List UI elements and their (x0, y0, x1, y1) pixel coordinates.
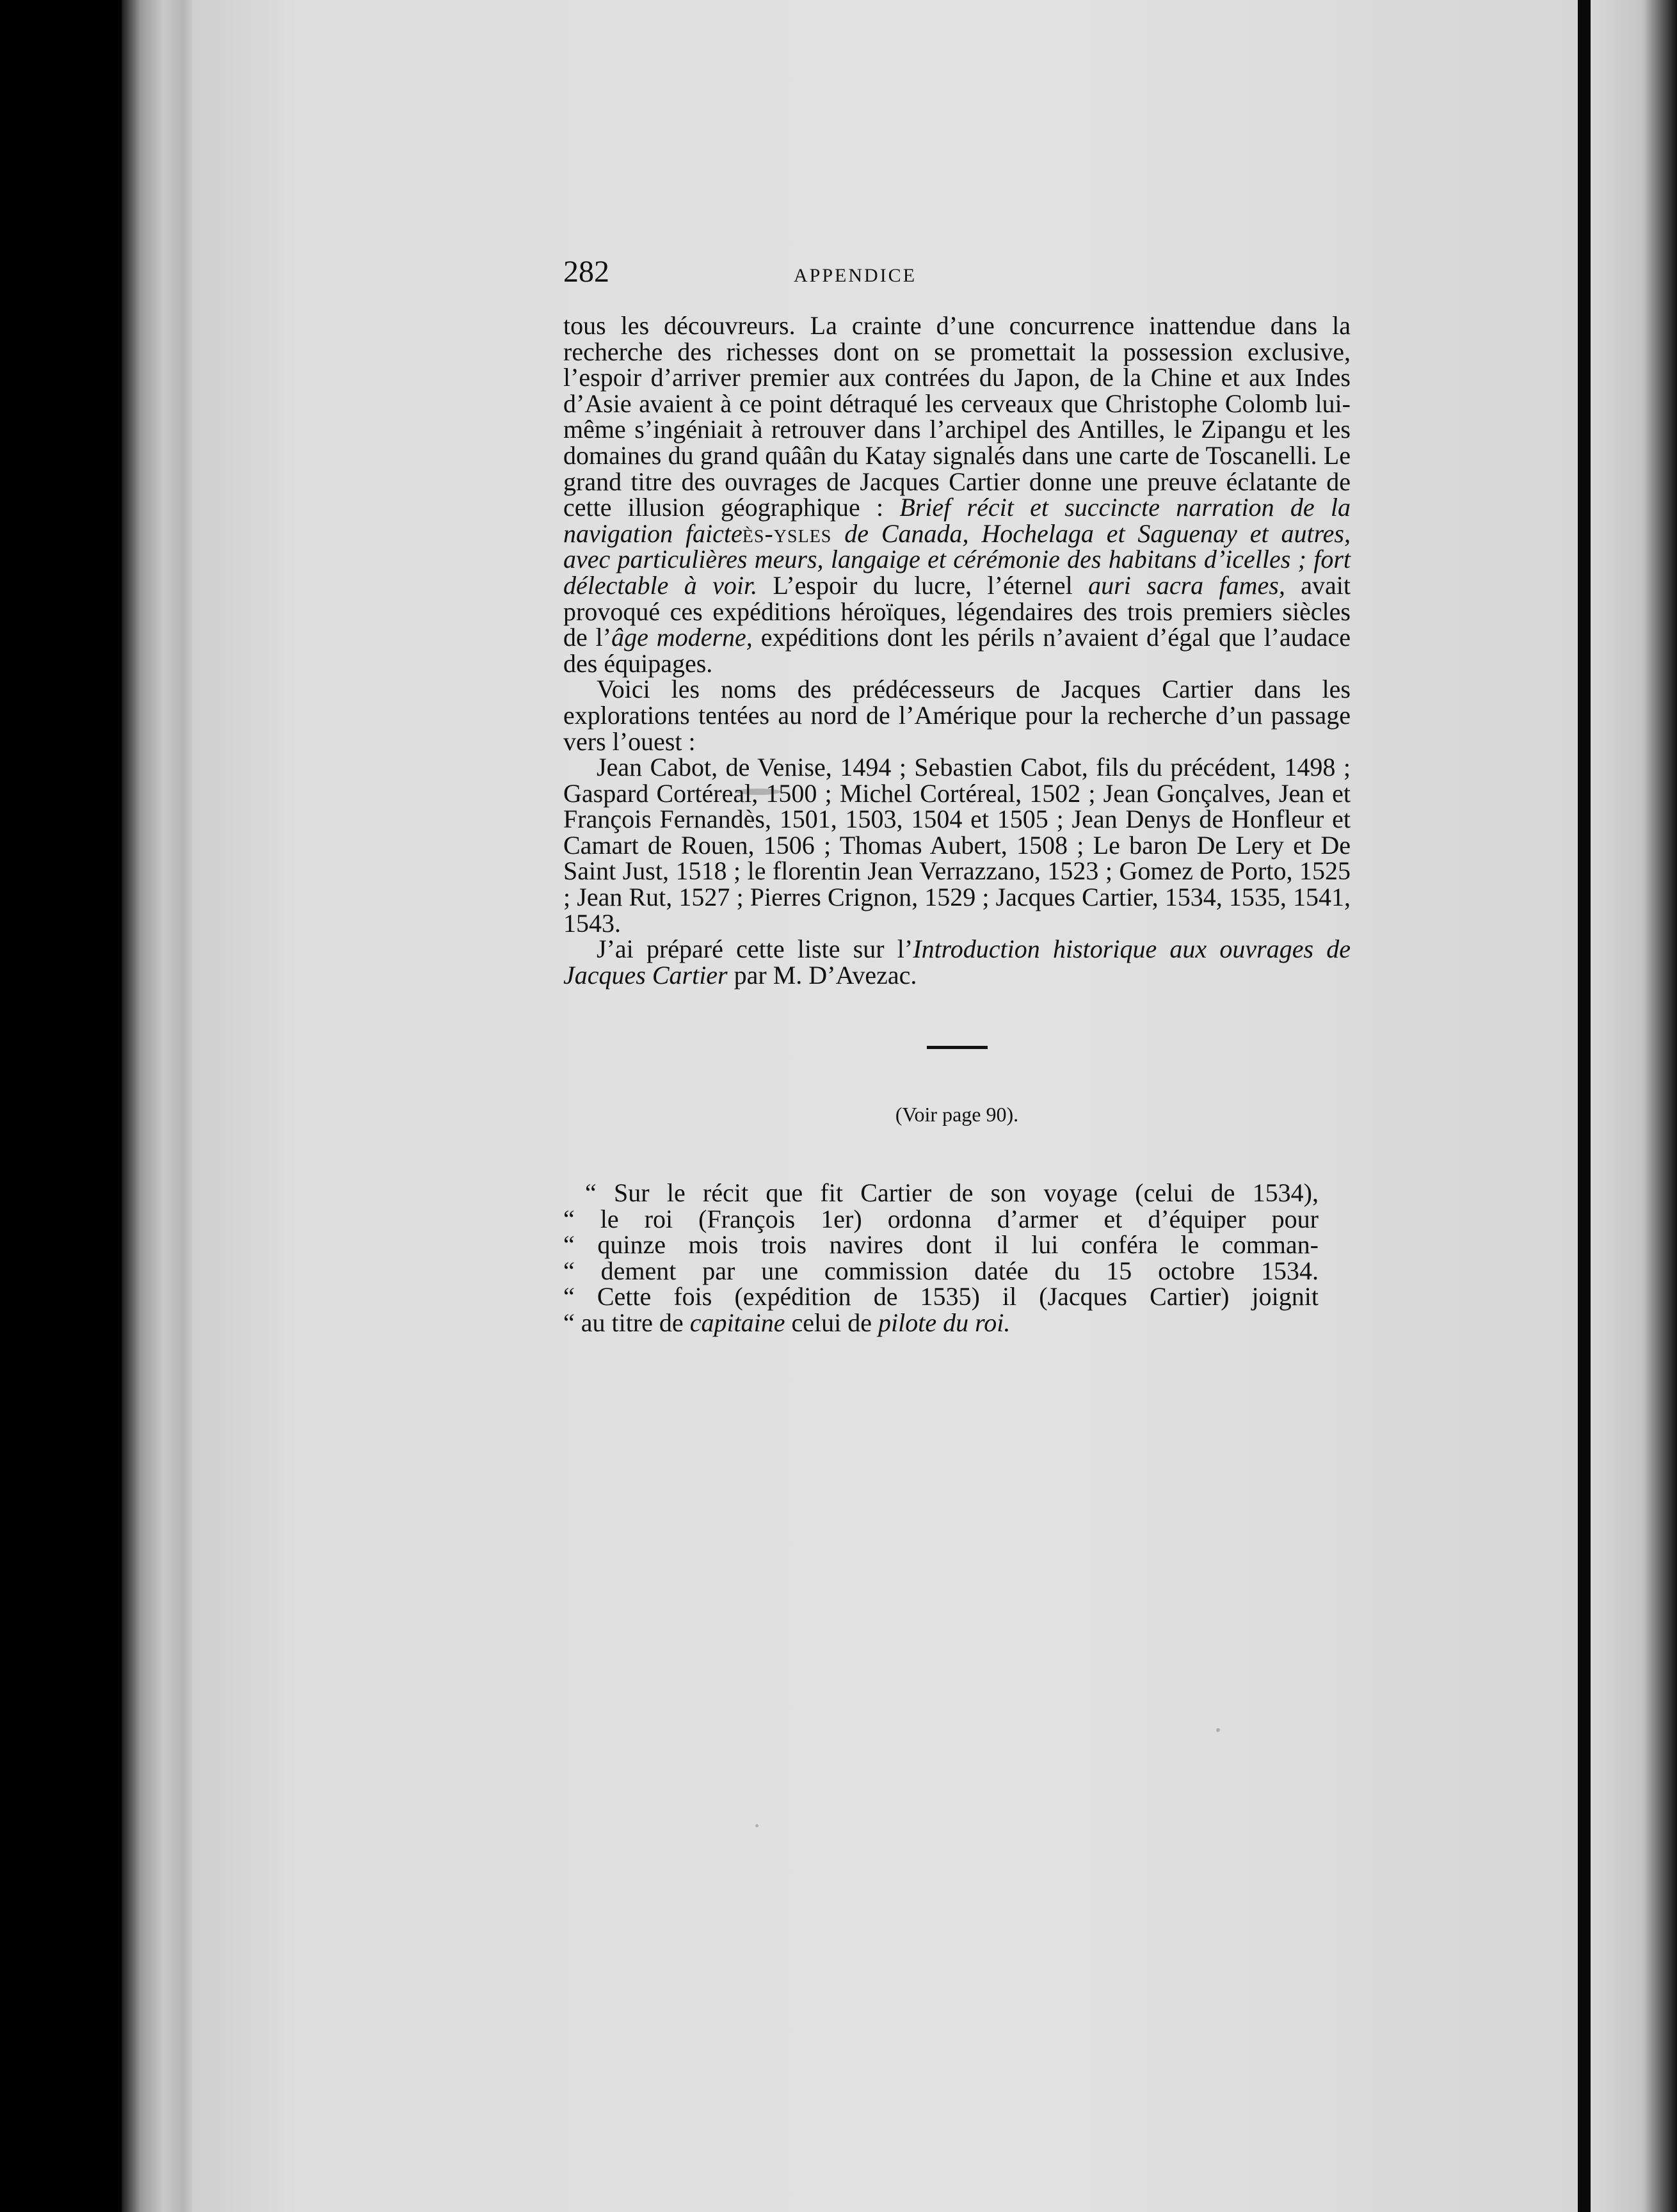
page-text (563, 255, 1351, 1337)
title-italic: Brief récit et succincte narration de la navigation faicte (563, 493, 1351, 548)
quote-italic: pilote du roi. (878, 1308, 1011, 1337)
paragraph-text: L’espoir du lucre, l’éternel (757, 570, 1089, 600)
paragraph-text: avait provoqué ces expéditions héroïques, légendaires des trois premiers siècles de l’ (563, 570, 1351, 652)
section-divider (927, 1046, 988, 1049)
quote-italic: capitaine (689, 1308, 785, 1337)
book-title-italic: Introduction historique aux ouvrages de Jacques Cartier (563, 934, 1351, 990)
paragraph-source (563, 936, 1351, 988)
paragraph-explorer-list: Jean Cabot, de Venise, 1494 ; Sebastien Cabot, fils du précédent, 1498 ; Gaspard Cortéreal, 1500 ; Michel Cortéreal, 1502 ; Jean Gonçalves, Jean et François Fernandès, 1501, 1503, 1504 et 1505 ; Jean Denys de Honfleur et Camart de Rouen, 1506 ; Thomas Aubert, 1508 ; Le baron De Lery et De Saint Just, 1518 ; le florentin Jean Verrazzano, 1523 ; Gomez de Porto, 1525 ; Jean Rut, 1527 ; Pierres Crignon, 1529 ; Jacques Cartier, 1534, 1535, 1541, 1543. (563, 753, 1351, 938)
italic-phrase: âge moderne, (611, 623, 753, 652)
latin-phrase: auri sacra fames, (1088, 570, 1285, 600)
quote-line (563, 1310, 1319, 1336)
adjacent-page-edge (1591, 0, 1677, 2212)
paragraph-predecessors: Voici les noms des prédécesseurs de Jacques Cartier dans les explorations tentées au nord de l’Amérique pour la recherche d’un passage vers l’ouest : (563, 675, 1351, 756)
book-spine (122, 0, 198, 2212)
paper-speck (755, 1824, 758, 1827)
paragraph-text: tous les découvreurs. La crainte d’une concurrence inattendue dans la recherche des richesses dont on se promettait la possession exclusive, l’espoir d’arriver premier aux contrées du Japon, de la Chine et aux Indes d’Asie avaient à ce point détraqué les cerveaux que Christophe Colomb lui-même s’ingéniait à retrouver dans l’archipel des Antilles, le Zipangu et les domaines du grand quâân du Katay signalés dans une carte de Toscanelli. Le grand titre des ouvrages de Jacques Cartier donne une preuve éclatante de cette illusion géographique : (563, 311, 1351, 522)
quote-line: “ quinze mois trois navires dont il lui conféra le comman- (563, 1230, 1319, 1260)
title-italic: de Canada, Hochelaga et Saguenay et autres, avec particulières meurs, langaige et cérémonie des habitans d’icelles ; fort délectable à voir. (563, 518, 1351, 600)
paragraph-text: J’ai préparé cette liste sur l’ (597, 934, 913, 964)
page-gutter-shadow (1578, 0, 1591, 2212)
paragraph-text: expéditions dont les périls n’avaient d’égal que l’audace des équipages. (563, 623, 1351, 678)
page-number: 282 (563, 255, 609, 289)
quote-line: “ Sur le récit que fit Cartier de son voyage (celui de 1534), (585, 1178, 1319, 1208)
page-reference: (Voir page 90). (895, 1103, 1019, 1126)
title-small-caps: ès-ysles (742, 518, 832, 548)
quote-line: “ Cette fois (expédition de 1535) il (Jacques Cartier) joignit (563, 1282, 1319, 1311)
quote-text: “ au titre de (563, 1308, 690, 1337)
paragraph-text: par M. D’Avezac. (727, 960, 917, 990)
paragraph-discoverers (563, 313, 1351, 677)
quote-text: celui de (785, 1308, 879, 1337)
running-head: APPENDICE (794, 265, 917, 286)
quote-line: “ dement par une commission datée du 15 octobre 1534. (563, 1256, 1319, 1285)
paper-speck (1216, 1728, 1220, 1732)
quotation-block (563, 1180, 1319, 1336)
quote-line: “ le roi (François 1er) ordonna d’armer et d’équiper pour (563, 1204, 1319, 1233)
page-header (563, 255, 1351, 313)
